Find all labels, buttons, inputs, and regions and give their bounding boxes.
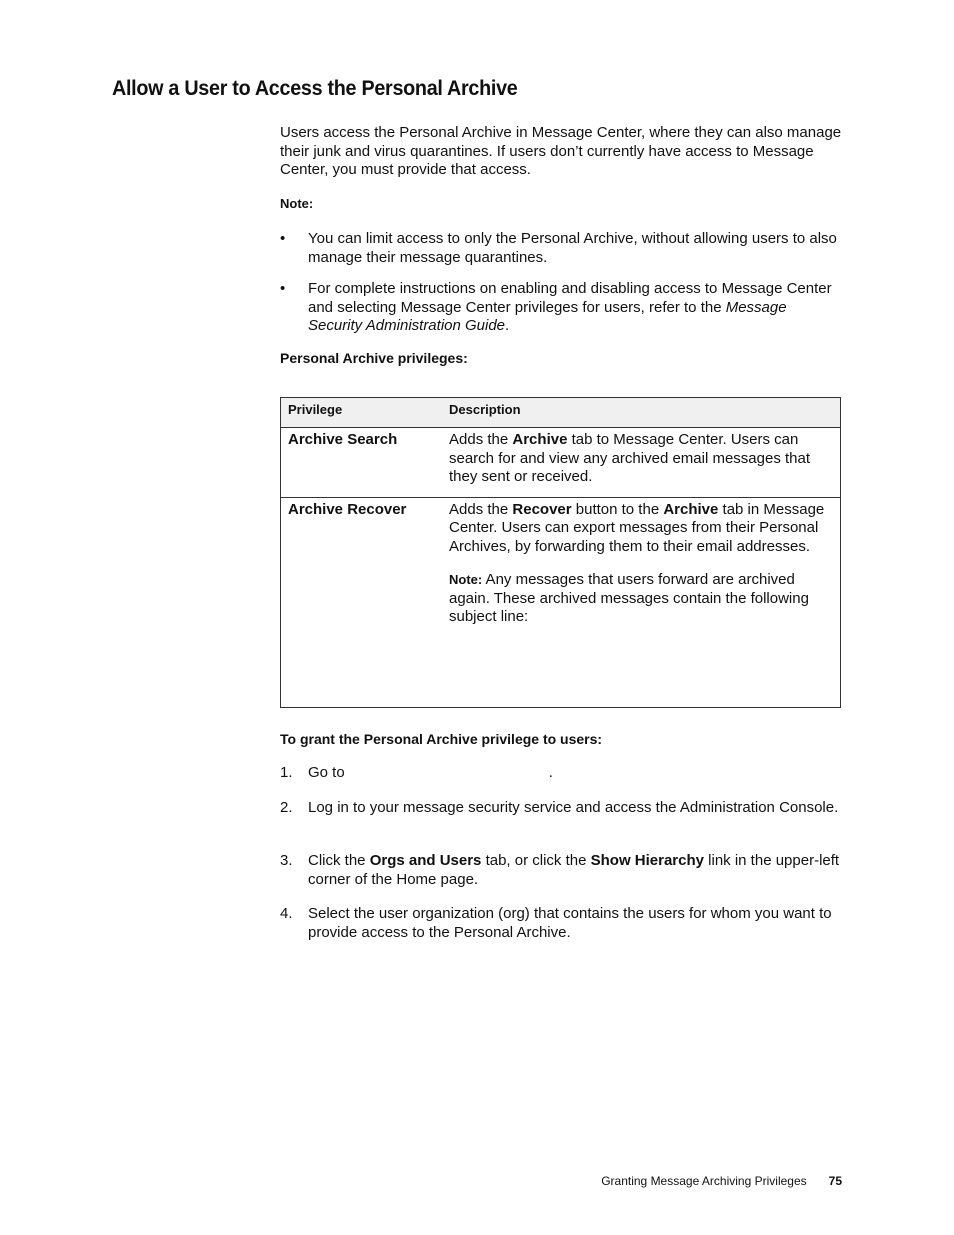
step-number: 1. <box>280 764 293 781</box>
privilege-name: Archive Search <box>281 428 443 498</box>
note-label: Note: <box>280 196 314 211</box>
footer-section-title: Granting Message Archiving Privileges <box>601 1174 807 1188</box>
privileges-label: Personal Archive privileges: <box>280 350 468 366</box>
step-number: 4. <box>280 905 293 922</box>
page-footer <box>560 1174 842 1188</box>
privilege-name: Archive Recover <box>288 500 407 518</box>
page-number: 75 <box>828 1174 842 1188</box>
step-text: Click the Orgs and Users tab, or click the Show Hierarchy link in the upper-left corner of the Home page. <box>308 852 840 888</box>
bullet-mark: • <box>280 230 286 247</box>
step-text: Go to . <box>308 764 553 781</box>
privileges-table <box>280 397 841 708</box>
table-row <box>281 428 841 498</box>
step-number: 2. <box>280 799 293 816</box>
privilege-description: Adds the Archive tab to Message Center. Users can search for and view any archived email messages that they sent or received. <box>442 428 841 498</box>
procedure-label: To grant the Personal Archive privilege to users: <box>280 731 603 747</box>
bullet-mark: • <box>280 280 286 297</box>
page-heading: Allow a User to Access the Personal Archive <box>112 77 518 100</box>
privilege-description: Adds the Recover button to the Archive tab in Message Center. Users can export messages from their Personal Archives, by forwarding them to their email addresses. Note: Any messages that users forward are archived again. These archived messages contain the following subject line: <box>442 497 841 707</box>
table-header-description: Description <box>442 398 841 428</box>
step-text: Select the user organization (org) that contains the users for whom you want to provide access to the Personal Archive. <box>308 905 832 941</box>
intro-paragraph: Users access the Personal Archive in Message Center, where they can also manage their junk and virus quarantines. If users don’t currently have access to Message Center, you must provide that access. <box>280 124 842 178</box>
table-header-privilege: Privilege <box>281 398 443 428</box>
note-text: You can limit access to only the Personal Archive, without allowing users to also manage their message quarantines. <box>308 230 837 266</box>
note-text: For complete instructions on enabling and disabling access to Message Center and selecting Message Center privileges for users, refer to the Message Security Administration Guide. <box>308 280 832 334</box>
step-text: Log in to your message security service and access the Administration Console. <box>308 799 839 816</box>
privilege-note: Note: Any messages that users forward are archived again. These archived messages contain the following subject line: <box>449 571 809 625</box>
step-number: 3. <box>280 852 293 869</box>
table-row <box>281 497 841 707</box>
guide-title: Message Security Administration Guide <box>308 298 787 334</box>
